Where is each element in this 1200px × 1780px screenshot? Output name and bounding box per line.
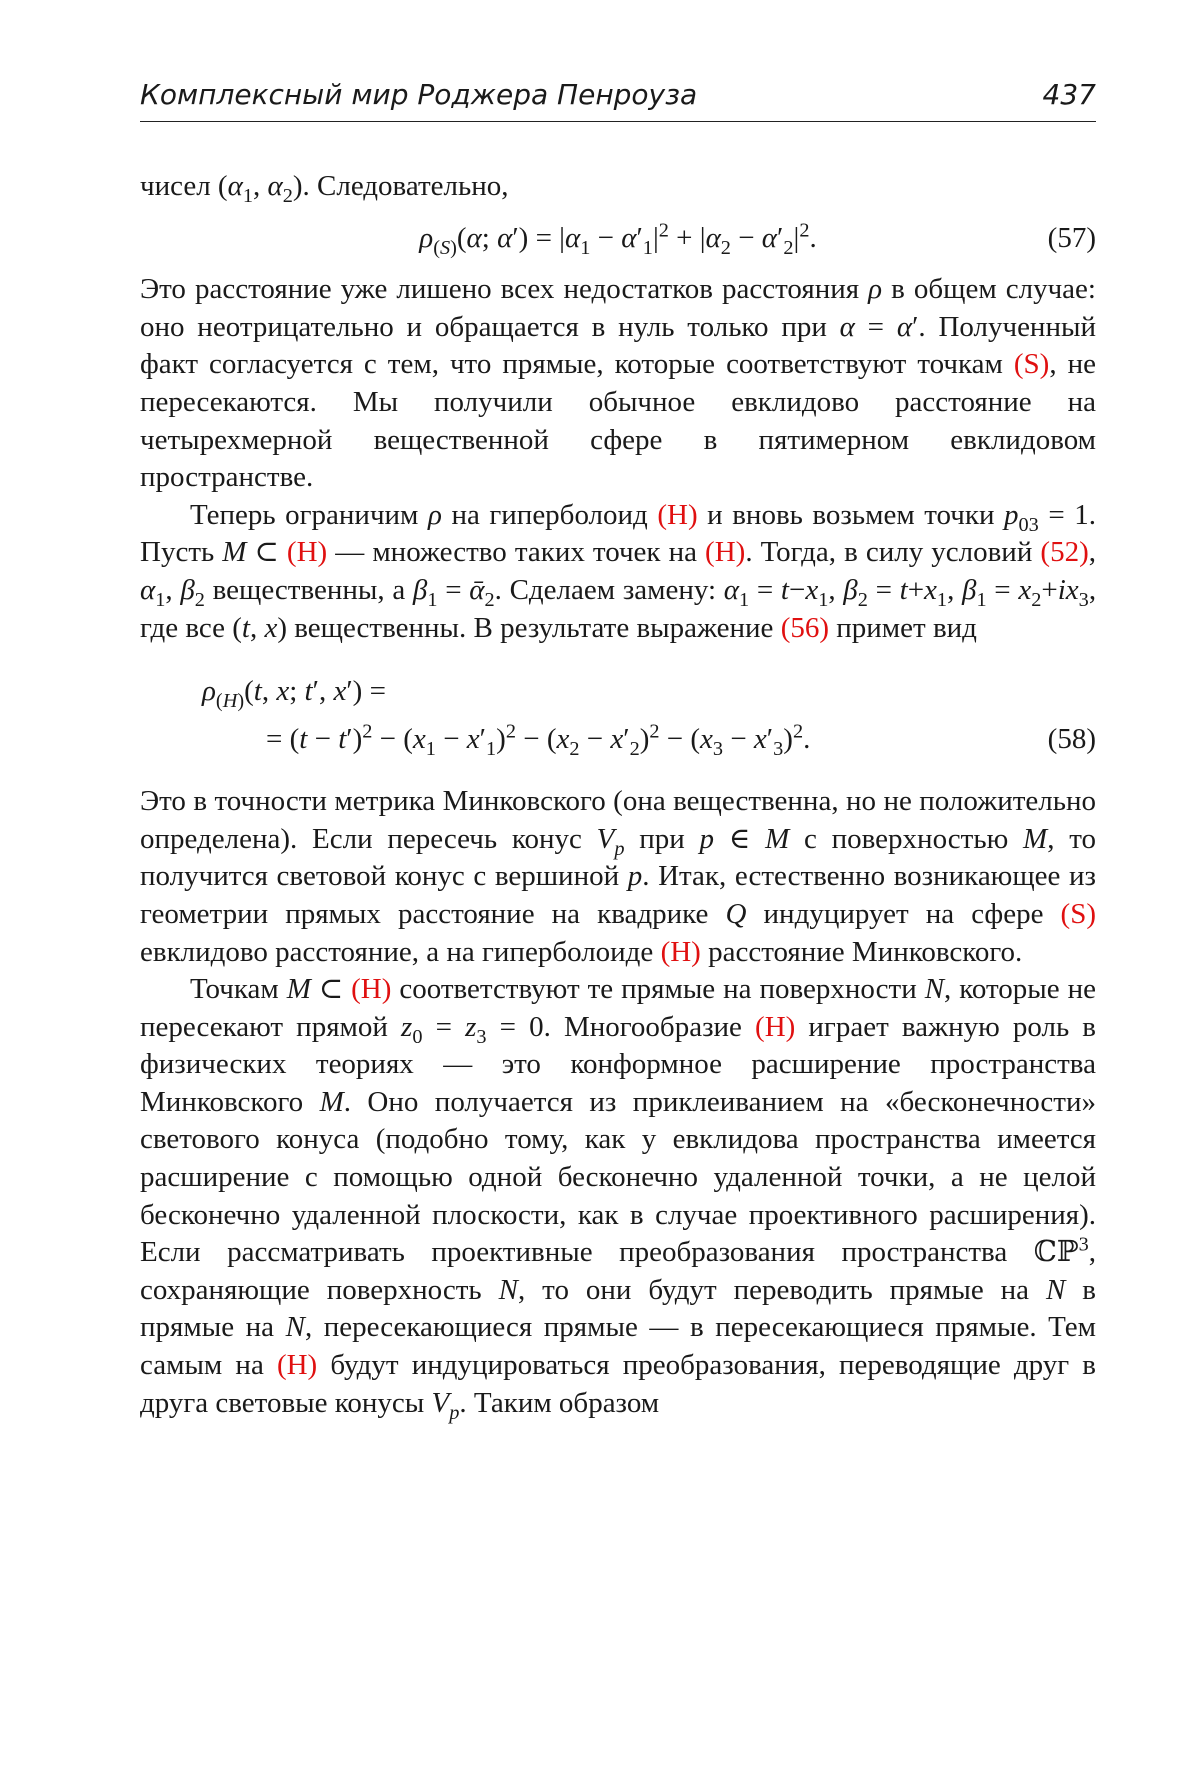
- ref-link-H[interactable]: (H): [705, 536, 746, 569]
- equation-57: [140, 220, 1096, 258]
- paragraph-1: Это расстояние уже лишено всех недостатков расстояния ρ в общем случае: оно неотрицательно и обращается в нуль только при α = α′. Полученный факт согласуется с тем, что прямые, которые соответствуют точкам (S), не пересекаются. Мы получили обычное евклидово расстояние на четырехмерной вещественной сфере в пятимерном евклидовом пространстве.: [140, 273, 1096, 494]
- equation-58-line-1: $\rho_{(H)}(t$, x; t′, x′) =: [202, 675, 386, 712]
- body-text: [140, 168, 1096, 1422]
- ref-link-56[interactable]: (56): [780, 611, 830, 644]
- paragraph-0: чисел ($\alpha_1$, $\alpha_2$). Следовательно,: [140, 170, 509, 207]
- ref-link-H[interactable]: (H): [660, 935, 701, 968]
- paragraph-4: Точкам M ⊂ (H) соответствуют те прямые на поверхности N, которые не пересекают прямой $z_0 = z_3 = 0$. Многообразие (H) играет важную роль в физических теориях — это конформное расширение пространства Минковского M. Оно получается из приклеиванием на «бесконечности» светового конуса (подобно тому, как у евклидова пространства имеется расширение с помощью одной бесконечно удаленной точки, а не целой бесконечно удаленной плоскости, как в случае проективного расширения). Если рассматривать проективные преобразования пространства ℂℙ$^3$, сохраняющие поверхность N, то они будут переводить прямые на N в прямые на N, пересекающиеся прямые — в пересекающиеся прямые. Тем самым на (H) будут индуцироваться преобразования, переводящие друг в друга световые конусы $V_p$. Таким образом: [140, 973, 1097, 1424]
- equation-58-number: (58): [1047, 723, 1096, 756]
- page-number: 437: [1042, 78, 1096, 111]
- paragraph-2: Теперь ограничим ρ на гиперболоид (H) и вновь возьмем точки $p_{03} = 1$. Пусть M ⊂ (H) — множество таких точек на (H). Тогда, в силу условий (52), $\alpha_1$, $\beta_2$ вещественны, а $\beta_1$ = ᾱ$_2$. Сделаем замену: $\alpha_1 = t-x_1$, $\beta_2 = t+x_1$, $\beta_1 = x_2+ix_3$, где все (t, x) вещественны. В результате выражение (56) примет вид: [140, 498, 1097, 644]
- ref-link-S[interactable]: (S): [1060, 897, 1096, 930]
- page: [140, 78, 1096, 1422]
- ref-link-H[interactable]: (H): [657, 498, 698, 531]
- equation-57-formula: $\rho_{(S)}(\alpha$; $\alpha') = |\alpha_1 - \alpha'_1|^2 + |\alpha_2 - \alpha'_2|^2$.: [419, 218, 817, 259]
- ref-link-S[interactable]: (S): [1013, 348, 1050, 381]
- ref-link-H[interactable]: (H): [755, 1010, 796, 1043]
- ref-link-H[interactable]: (H): [351, 973, 392, 1006]
- ref-link-52[interactable]: (52): [1040, 536, 1089, 569]
- running-header: [140, 78, 1096, 122]
- ref-link-H[interactable]: (H): [276, 1349, 318, 1382]
- equation-57-number: (57): [1047, 221, 1096, 254]
- ref-link-H[interactable]: (H): [286, 536, 328, 569]
- equation-58: [140, 673, 1096, 759]
- equation-58-line-2: = $(t - t')^2 - (x_1 - x'_1)^2 - (x_2 - x'_2)^2 - (x_3 - x'_3)^2$.: [266, 720, 811, 760]
- running-title: Комплексный мир Роджера Пенроуза: [140, 78, 698, 111]
- paragraph-3: Это в точности метрика Минковского (она вещественна, но не положительно определена). Если пересечь конус $V_p$ при p ∈ M с поверхностью M, то получится световой конус с вершиной p. Итак, естественно возникающее из геометрии прямых расстояние на квадрике Q индуцирует на сфере (S) евклидово расстояние, а на гиперболоиде (H) расстояние Минковского.: [140, 785, 1097, 968]
